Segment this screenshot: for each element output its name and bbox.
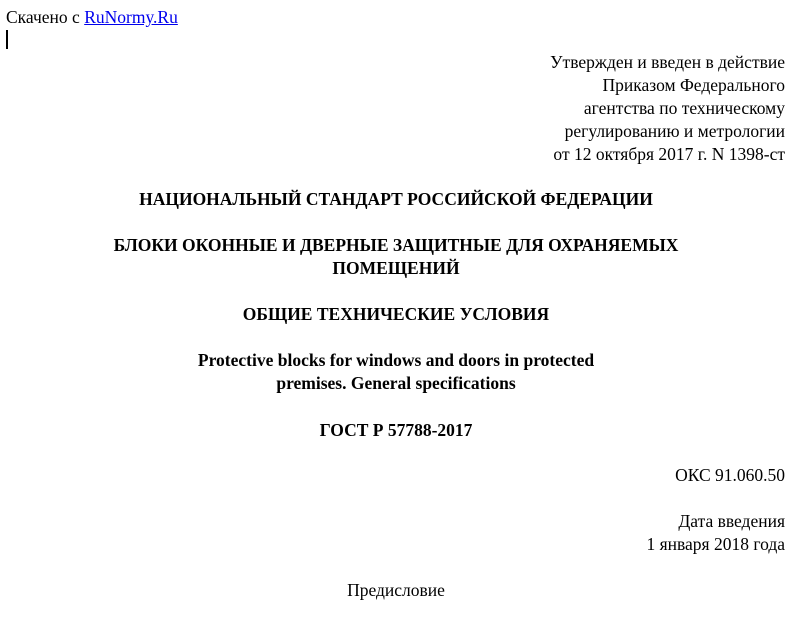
subtitle-heading: ОБЩИЕ ТЕХНИЧЕСКИЕ УСЛОВИЯ <box>242 304 550 324</box>
approval-line: от 12 октября 2017 г. N 1398-ст <box>553 144 785 164</box>
english-title-line-2: premises. General specifications <box>276 373 516 393</box>
source-prefix: Скачено с <box>6 7 80 27</box>
title-line-2: ПОМЕЩЕНИЙ <box>332 258 460 278</box>
source-link[interactable]: RuNormy.Ru <box>84 7 178 27</box>
foreword-heading: Предисловие <box>347 580 445 600</box>
date-label: Дата введения <box>678 511 785 531</box>
standard-type-heading: НАЦИОНАЛЬНЫЙ СТАНДАРТ РОССИЙСКОЙ ФЕДЕРАЦИИ <box>139 189 653 209</box>
approval-line: агентства по техническому <box>583 98 785 118</box>
gost-designation: ГОСТ Р 57788-2017 <box>319 420 473 440</box>
approval-line: Приказом Федерального <box>602 75 785 95</box>
date-value: 1 января 2018 года <box>646 534 785 554</box>
approval-line: регулированию и метрологии <box>564 121 785 141</box>
oks-code: ОКС 91.060.50 <box>675 465 785 485</box>
title-line-1: БЛОКИ ОКОННЫЕ И ДВЕРНЫЕ ЗАЩИТНЫЕ ДЛЯ ОХРАНЯЕМЫХ <box>113 235 679 255</box>
english-title-line-1: Protective blocks for windows and doors in protected <box>197 350 595 370</box>
text-cursor <box>6 30 8 49</box>
approval-line: Утвержден и введен в действие <box>550 52 785 72</box>
source-line <box>6 6 178 28</box>
